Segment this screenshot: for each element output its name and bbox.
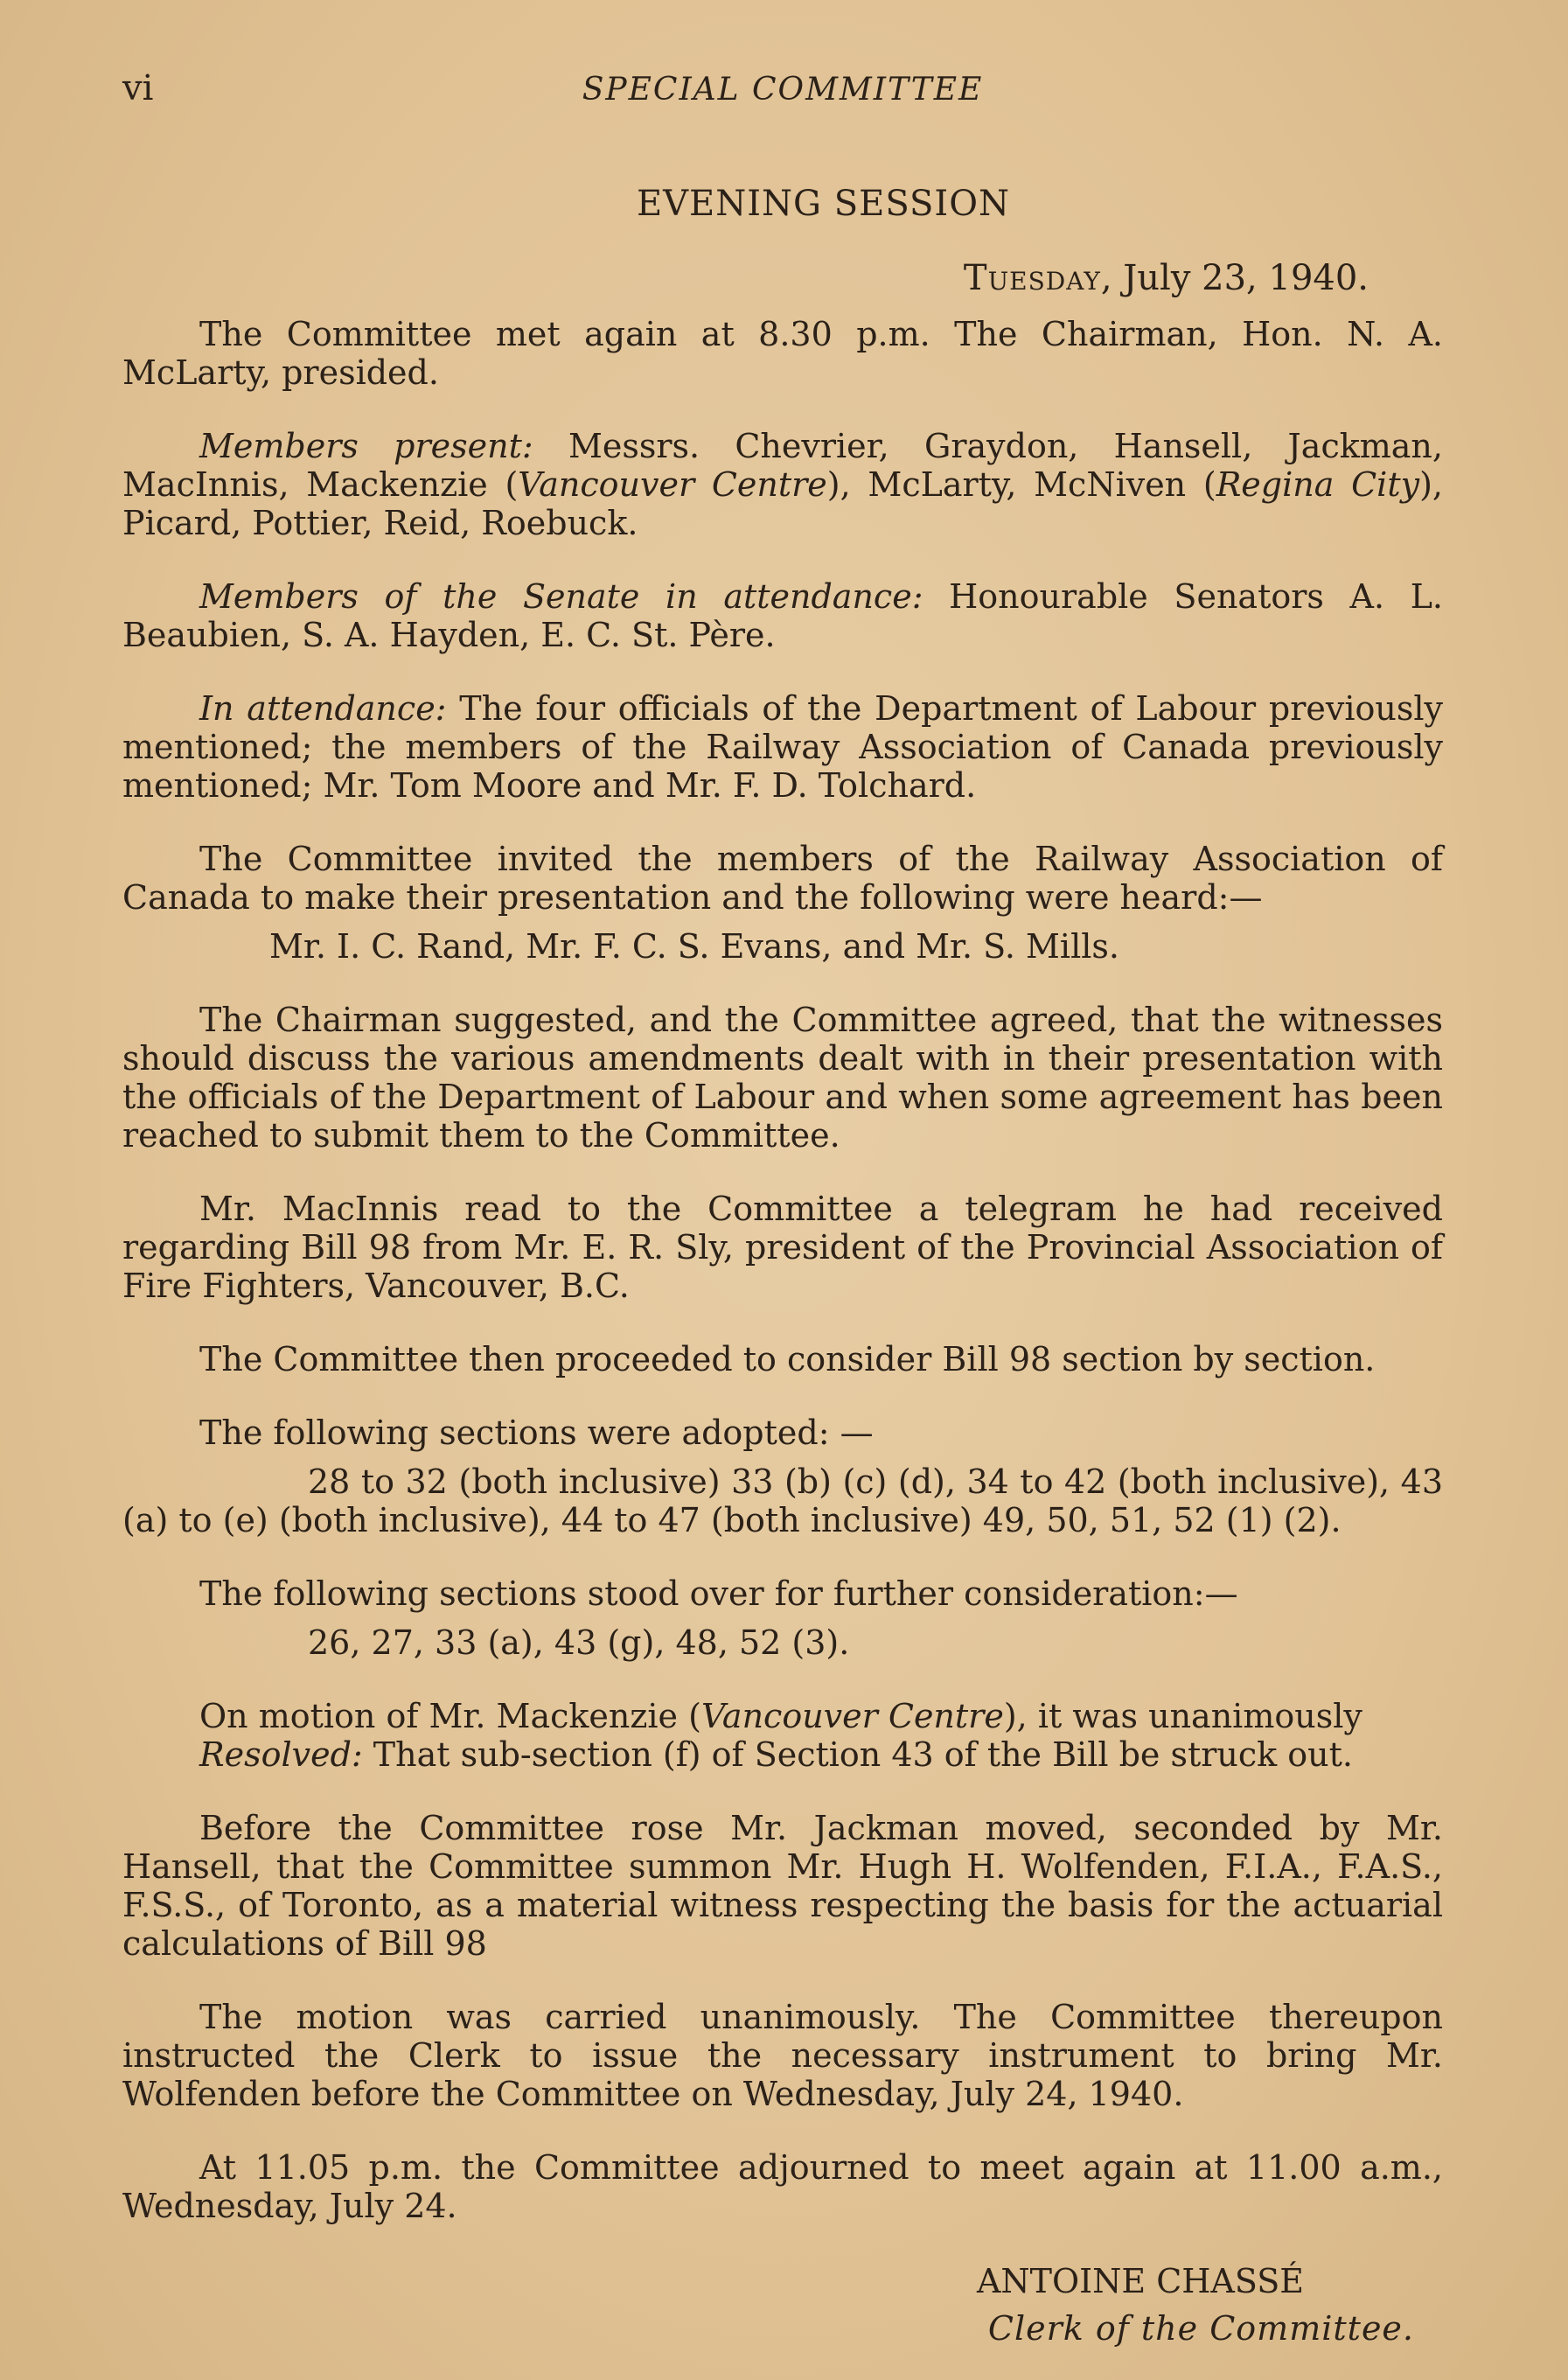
stood-over-list: 26, 27, 33 (a), 43 (g), 48, 52 (3). xyxy=(308,1623,850,1662)
running-head: SPECIAL COMMITTEE xyxy=(582,72,984,108)
paragraph-met: The Committee met again at 8.30 p.m. The Chairman, Hon. N. A. McLarty, presided. xyxy=(122,315,1443,392)
minutes-body xyxy=(122,315,1443,2260)
motion-text-2: ), it was unanimously xyxy=(1003,1697,1362,1735)
paragraph-telegram: Mr. MacInnis read to the Committee a telegram he had received regarding Bill 98 from Mr. E. R. Sly, president of the Provincial Association of Fire Fighters, Vancouver, B.C. xyxy=(122,1190,1443,1305)
adopted-intro: The following sections were adopted: — xyxy=(199,1413,874,1452)
paragraph-carried: The motion was carried unanimously. The Committee thereupon instructed the Clerk to issue the necessary instrument to bring Mr. Wolfenden before the Committee on Wednesday, July 24, 1940. xyxy=(122,1998,1443,2113)
attendance-label: In attendance: xyxy=(199,689,447,728)
witnesses-heard: Mr. I. C. Rand, Mr. F. C. S. Evans, and Mr. S. Mills. xyxy=(269,927,1119,966)
session-title: EVENING SESSION xyxy=(636,184,1011,224)
senate-text: Honourable Senators A. L. Beaubien, S. A. Hayden, E. C. St. Père. xyxy=(122,577,1444,654)
paragraph-senate xyxy=(122,577,1443,654)
paragraph-attendance xyxy=(122,689,1443,805)
senate-label: Members of the Senate in attendance: xyxy=(199,577,923,616)
paragraph-proceeded: The Committee then proceeded to consider Bill 98 section by section. xyxy=(199,1340,1376,1378)
members-regina-city: Regina City xyxy=(1216,465,1420,504)
attendance-text: The four officials of the Department of Labour previously mentioned; the members of the Railway Association of Canada previously mentioned; Mr. Tom Moore and Mr. F. D. Tolchard. xyxy=(122,689,1443,805)
session-date xyxy=(964,258,1369,298)
page-header xyxy=(122,68,1443,121)
members-label: Members present: xyxy=(199,427,533,465)
date-day: Tuesday xyxy=(963,258,1101,298)
paragraph-motion xyxy=(122,1697,1443,1774)
members-text-1: Messrs. Chevrier, Graydon, Hansell, Jackman, MacInnis, Mackenzie ( xyxy=(122,427,1443,504)
paragraph-adjourned: At 11.05 p.m. the Committee adjourned to meet again at 11.00 a.m., Wednesday, July 24. xyxy=(122,2148,1443,2225)
clerk-title: Clerk of the Committee. xyxy=(987,2309,1414,2348)
paragraph-invited: The Committee invited the members of the Railway Association of Canada to make their presentation and the following were heard:— xyxy=(122,840,1443,917)
paragraph-chairman: The Chairman suggested, and the Committee agreed, that the witnesses should discuss the various amendments dealt with in their presentation with the officials of the Department of Labour and when some agreement has been reached to submit them to the Committee. xyxy=(122,1001,1443,1155)
motion-vancouver-centre: Vancouver Centre xyxy=(700,1697,1004,1735)
members-vancouver-centre: Vancouver Centre xyxy=(518,465,827,504)
paragraph-members-present xyxy=(122,427,1443,542)
page-number: vi xyxy=(122,68,154,108)
adopted-sections-list: 28 to 32 (both inclusive) 33 (b) (c) (d), 34 to 42 (both inclusive), 43 (a) to (e) (both inclusive), 44 to 47 (both inclusive) 49, 50, 51, 52 (1) (2). xyxy=(122,1462,1443,1539)
clerk-signature-name: ANTOINE CHASSÉ xyxy=(976,2262,1304,2300)
resolved-label: Resolved: xyxy=(199,1735,363,1774)
members-text-2: ), McLarty, McNiven ( xyxy=(826,465,1216,504)
resolved-text: That sub-section (f) of Section 43 of the Bill be struck out. xyxy=(362,1735,1353,1774)
paragraph-jackman-motion: Before the Committee rose Mr. Jackman moved, seconded by Mr. Hansell, that the Committee summon Mr. Hugh H. Wolfenden, F.I.A., F.A.S., F.S.S., of Toronto, as a material witness respecting the basis for the actuarial calculations of Bill 98 xyxy=(122,1809,1443,1963)
motion-text-1: On motion of Mr. Mackenzie ( xyxy=(199,1697,701,1735)
stood-over-intro: The following sections stood over for further consideration:— xyxy=(199,1574,1238,1613)
date-rest: , July 23, 1940. xyxy=(1100,258,1369,298)
members-text-3: ), Picard, Pottier, Reid, Roebuck. xyxy=(122,465,1443,542)
